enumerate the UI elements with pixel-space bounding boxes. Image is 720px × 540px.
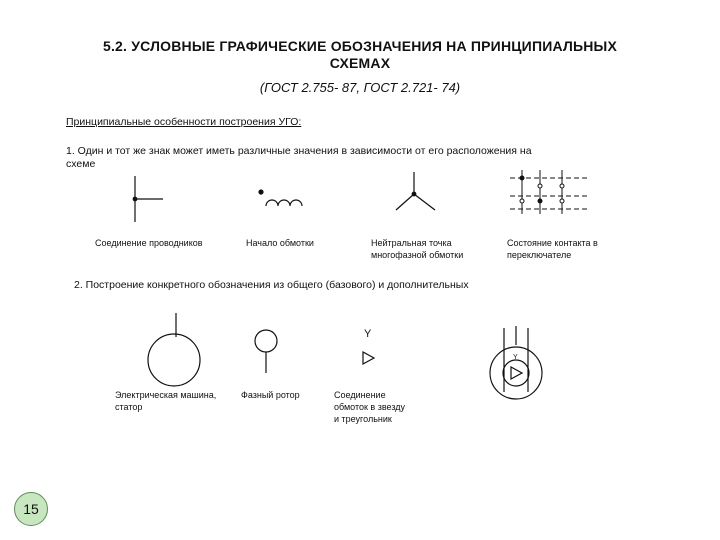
caption-conn-line-3: и треугольник (334, 414, 392, 424)
switch-contact-symbol (510, 170, 588, 214)
caption-neutral-line-1: Нейтральная точка (371, 238, 452, 248)
caption-contact (507, 237, 598, 261)
section1-line-1: 1. Один и тот же знак может иметь различные значения в зависимости от его расположения на (66, 145, 532, 157)
page-number-badge: 15 (14, 492, 48, 526)
star-delta-symbol (363, 352, 374, 364)
caption-winding-start: Начало обмотки (246, 238, 314, 248)
caption-contact-line-2: переключателе (507, 250, 572, 260)
intro-heading: Принципиальные особенности построения УГО: (66, 116, 302, 128)
neutral-point-symbol (396, 172, 435, 210)
caption-machine (115, 389, 216, 413)
section1-text (66, 145, 626, 171)
winding-start-symbol (259, 190, 302, 206)
caption-neutral-line-2: многофазной обмотки (371, 250, 464, 260)
section2-text: 2. Построение конкретного обозначения из общего (базового) и дополнительных (74, 279, 469, 291)
caption-conn-line-1: Соединение (334, 390, 386, 400)
caption-machine-line-2: статор (115, 402, 143, 412)
combined-machine-symbol (490, 326, 542, 399)
title-line-2: СХЕМАХ (329, 55, 391, 71)
caption-conductors: Соединение проводников (95, 238, 203, 248)
caption-conn-line-2: обмоток в звезду (334, 402, 405, 412)
machine-stator-symbol (148, 313, 200, 386)
title-line-1: 5.2. УСЛОВНЫЕ ГРАФИЧЕСКИЕ ОБОЗНАЧЕНИЯ НА ПРИНЦИПИАЛЬНЫХ (102, 38, 617, 54)
page-title (60, 38, 660, 72)
caption-rotor: Фазный ротор (241, 390, 300, 400)
page-subtitle: (ГОСТ 2.755- 87, ГОСТ 2.721- 74) (259, 80, 461, 95)
star-label: Y (364, 328, 372, 340)
caption-contact-line-1: Состояние контакта в (507, 238, 598, 248)
caption-star-delta (334, 389, 405, 425)
caption-neutral (371, 237, 463, 261)
conductor-junction-symbol (133, 176, 163, 222)
phase-rotor-symbol (255, 330, 277, 373)
section1-line-2: схеме (66, 158, 96, 170)
machine-star-label: Y (513, 354, 518, 361)
caption-machine-line-1: Электрическая машина, (115, 390, 217, 400)
